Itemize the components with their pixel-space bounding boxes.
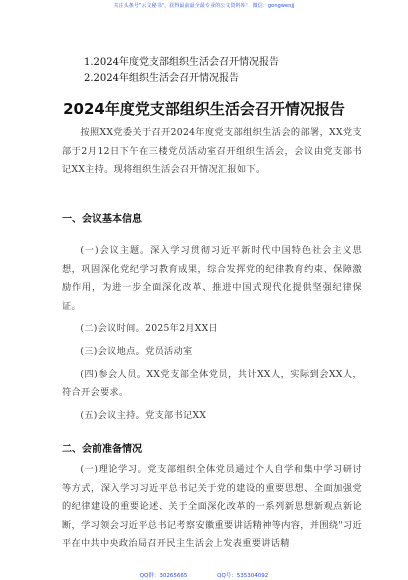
section-1-item-2: (二)会议时间。2025年2月XX日 (80, 323, 218, 335)
intro-paragraph: 按照XX党委关于召开2024年度党支部组织生活会的部署，XX党支部于2月12日下午在三楼党员活动室召开组织生活会，会议由党支部书记XX主持。现将组织生活会召开情况汇报如下。 (62, 127, 362, 176)
section-1-item-4: (四)参会人员。XX党支部全体党员，共计XX人，实际到会XX人，符合开会要求。 (62, 368, 362, 399)
section-1-item-5: (五)会议主持。党支部书记XX (80, 409, 207, 421)
section-2-body (62, 461, 362, 554)
table-of-contents (84, 55, 279, 87)
intro-section (62, 124, 362, 180)
section-1-item-3: (三)会议地点。党员活动室 (80, 345, 193, 357)
section-1-heading: 一、会议基本信息 (62, 214, 142, 225)
section-1-body (62, 242, 362, 425)
section-1-item-1: (一)会议主题。深入学习贯彻习近平新时代中国特色社会主义思想，巩固深化党纪学习教育成果，综合发挥党的纪律教育约束、保障激励作用，为进一步全面深化改革、推进中国式现代化提供坚强纪律保证。 (62, 245, 362, 312)
document-title: 2024年度党支部组织生活会召开情况报告 (63, 100, 345, 118)
footer (0, 571, 408, 579)
toc-item-1[interactable]: 1.2024年度党支部组织生活会召开情况报告 (84, 57, 279, 68)
footer-qq-group: QQ群：30265665 (139, 573, 188, 579)
section-2-heading: 二、会前准备情况 (62, 444, 142, 455)
top-banner: 关注头条号"云文秘书"，获得最前最全最专业的公文资料库！ 微信：gongwenjj (113, 3, 295, 9)
section-2-item-1: (一)理论学习。党支部组织全体党员通过个人自学和集中学习研讨等方式，深入学习习近平总书记关于党的建设的重要思想、全面加强党的纪律建设的重要论述、关于全面深化改革的一系列新思想新观点新论断，学习领会习近平总书记考察安徽重要讲话精神等内容，并围绕"习近平在中共中央政治局召开民主生活会上发表重要讲话精 (62, 464, 362, 550)
footer-qq: QQ号：535304092 (217, 573, 269, 579)
toc-item-2[interactable]: 2.2024年组织生活会召开情况报告 (84, 73, 239, 84)
